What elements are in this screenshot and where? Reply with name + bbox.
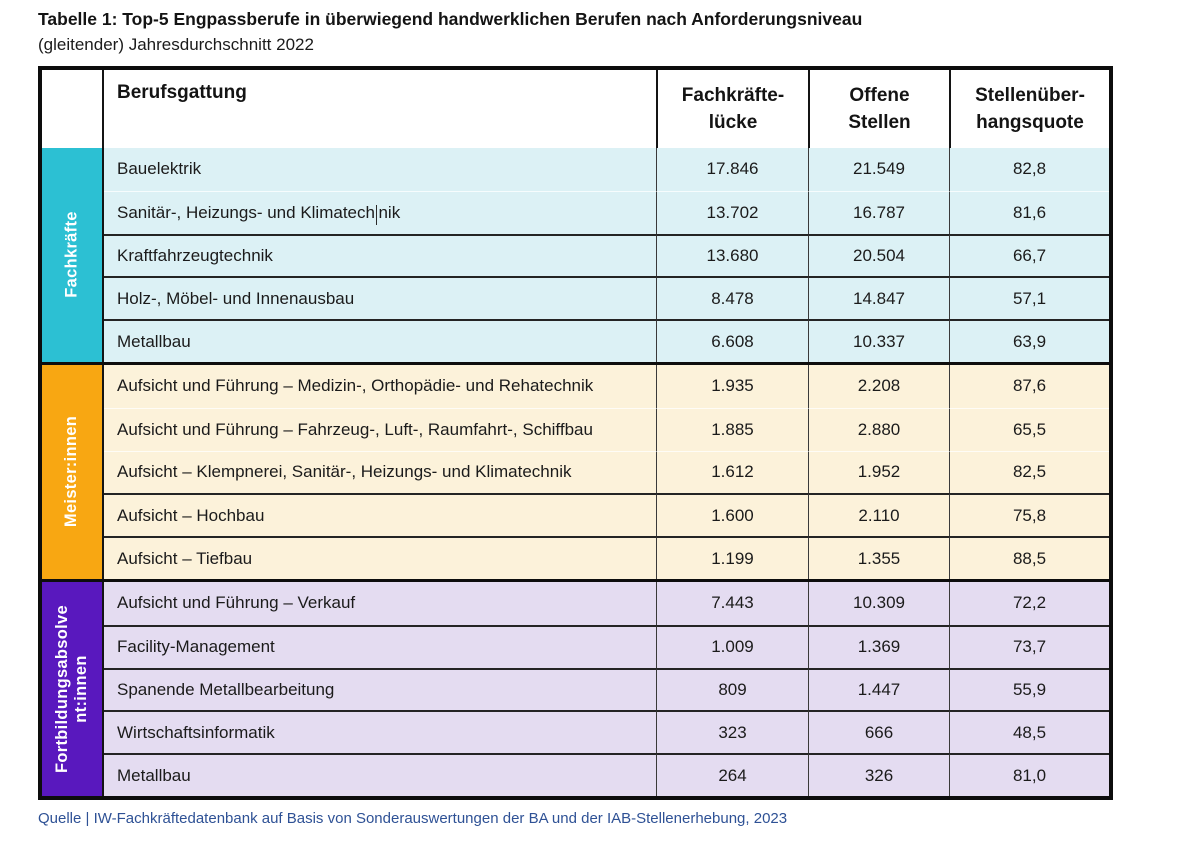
stellenueberhangsquote-cell: 75,8 [949, 493, 1109, 536]
stellenueberhangsquote-cell: 88,5 [949, 536, 1109, 579]
berufsgattung-text: Sanitär-, Heizungs- und Klimatech [117, 202, 375, 222]
offene-stellen-cell: 1.447 [808, 668, 949, 711]
header-berufsgattung: Berufsgattung [117, 82, 247, 103]
fachkraefteluecke-cell: 6.608 [656, 319, 808, 362]
group-label: Fortbildungsabsolve nt:innen [53, 604, 90, 773]
stellenueberhangsquote-cell: 65,5 [949, 408, 1109, 451]
berufsgattung-cell: Bauelektrik [104, 148, 656, 191]
offene-stellen-cell: 666 [808, 710, 949, 753]
offene-stellen-cell: 2.208 [808, 365, 949, 408]
fachkraefteluecke-cell: 8.478 [656, 276, 808, 319]
offene-stellen-cell: 10.337 [808, 319, 949, 362]
offene-stellen-cell: 2.110 [808, 493, 949, 536]
berufsgattung-cell: Aufsicht und Führung – Verkauf [104, 582, 656, 625]
berufsgattung-cell: Wirtschaftsinformatik [104, 710, 656, 753]
group-sidebar-fachkraefte [42, 148, 104, 362]
stellenueberhangsquote-cell: 82,8 [949, 148, 1109, 191]
source-note: Quelle | IW-Fachkräftedatenbank auf Basis von Sonderauswertungen der BA und der IAB-Stellenerhebung, 2023 [38, 810, 788, 827]
berufsgattung-cell: Metallbau [104, 753, 656, 796]
engpassberufe-table [38, 66, 1113, 800]
fachkraefteluecke-cell: 17.846 [656, 148, 808, 191]
berufsgattung-cell: Aufsicht – Tiefbau [104, 536, 656, 579]
offene-stellen-cell: 326 [808, 753, 949, 796]
text-cursor [376, 205, 378, 225]
offene-stellen-cell: 21.549 [808, 148, 949, 191]
table-body [42, 148, 1109, 796]
offene-stellen-cell: 14.847 [808, 276, 949, 319]
berufsgattung-cell: Facility-Management [104, 625, 656, 668]
stellenueberhangsquote-cell: 55,9 [949, 668, 1109, 711]
offene-stellen-cell: 20.504 [808, 234, 949, 277]
fachkraefteluecke-cell: 1.199 [656, 536, 808, 579]
stellenueberhangsquote-cell: 48,5 [949, 710, 1109, 753]
group-sidebar-fortbildungsabsolvent-innen [42, 582, 104, 796]
stellenueberhangsquote-cell: 72,2 [949, 582, 1109, 625]
stellenueberhangsquote-cell: 81,6 [949, 191, 1109, 234]
offene-stellen-cell: 1.355 [808, 536, 949, 579]
table-header-row [42, 70, 1109, 148]
group-label: Fachkräfte [62, 211, 81, 299]
fachkraefteluecke-cell: 1.612 [656, 451, 808, 494]
fachkraefteluecke-cell: 1.935 [656, 365, 808, 408]
fachkraefteluecke-cell: 809 [656, 668, 808, 711]
header-corner-cell [42, 70, 104, 148]
fachkraefteluecke-cell: 323 [656, 710, 808, 753]
offene-stellen-cell: 1.369 [808, 625, 949, 668]
stellenueberhangsquote-cell: 82,5 [949, 451, 1109, 494]
group-label: Meister:innen [62, 416, 81, 528]
berufsgattung-cell: Aufsicht – Hochbau [104, 493, 656, 536]
stellenueberhangsquote-cell: 57,1 [949, 276, 1109, 319]
offene-stellen-cell: 1.952 [808, 451, 949, 494]
berufsgattung-cell: Spanende Metallbearbeitung [104, 668, 656, 711]
group-fortbildungsabsolvent-innen [42, 579, 1109, 796]
header-stellenueberhangsquote: Stellenüber- hangsquote [949, 70, 1109, 148]
header-offene-stellen: Offene Stellen [808, 70, 949, 148]
group-sidebar-meister-innen [42, 365, 104, 579]
stellenueberhangsquote-cell: 63,9 [949, 319, 1109, 362]
fachkraefteluecke-cell: 1.600 [656, 493, 808, 536]
berufsgattung-cell: Metallbau [104, 319, 656, 362]
berufsgattung-cell: Aufsicht und Führung – Medizin-, Orthopädie- und Rehatechnik [104, 365, 656, 408]
fachkraefteluecke-cell: 1.009 [656, 625, 808, 668]
table-title-line2: (gleitender) Jahresdurchschnitt 2022 [38, 35, 314, 54]
table-title [38, 6, 1118, 57]
group-fachkraefte [42, 148, 1109, 362]
offene-stellen-cell: 16.787 [808, 191, 949, 234]
fachkraefteluecke-cell: 264 [656, 753, 808, 796]
fachkraefteluecke-cell: 13.702 [656, 191, 808, 234]
stellenueberhangsquote-cell: 87,6 [949, 365, 1109, 408]
fachkraefteluecke-cell: 13.680 [656, 234, 808, 277]
header-fachkraefteluecke: Fachkräfte- lücke [656, 70, 808, 148]
offene-stellen-cell: 10.309 [808, 582, 949, 625]
fachkraefteluecke-cell: 1.885 [656, 408, 808, 451]
berufsgattung-cell: Aufsicht und Führung – Fahrzeug-, Luft-, Raumfahrt-, Schiffbau [104, 408, 656, 451]
berufsgattung-cell: Aufsicht – Klempnerei, Sanitär-, Heizungs- und Klimatechnik [104, 451, 656, 494]
fachkraefteluecke-cell: 7.443 [656, 582, 808, 625]
berufsgattung-cell: Holz-, Möbel- und Innenausbau [104, 276, 656, 319]
group-meister-innen [42, 362, 1109, 579]
stellenueberhangsquote-cell: 66,7 [949, 234, 1109, 277]
berufsgattung-text: nik [378, 202, 401, 222]
berufsgattung-cell [104, 191, 656, 234]
stellenueberhangsquote-cell: 81,0 [949, 753, 1109, 796]
offene-stellen-cell: 2.880 [808, 408, 949, 451]
table-title-line1: Tabelle 1: Top-5 Engpassberufe in überwiegend handwerklichen Berufen nach Anforderungsniveau [38, 9, 863, 29]
stellenueberhangsquote-cell: 73,7 [949, 625, 1109, 668]
berufsgattung-cell: Kraftfahrzeugtechnik [104, 234, 656, 277]
